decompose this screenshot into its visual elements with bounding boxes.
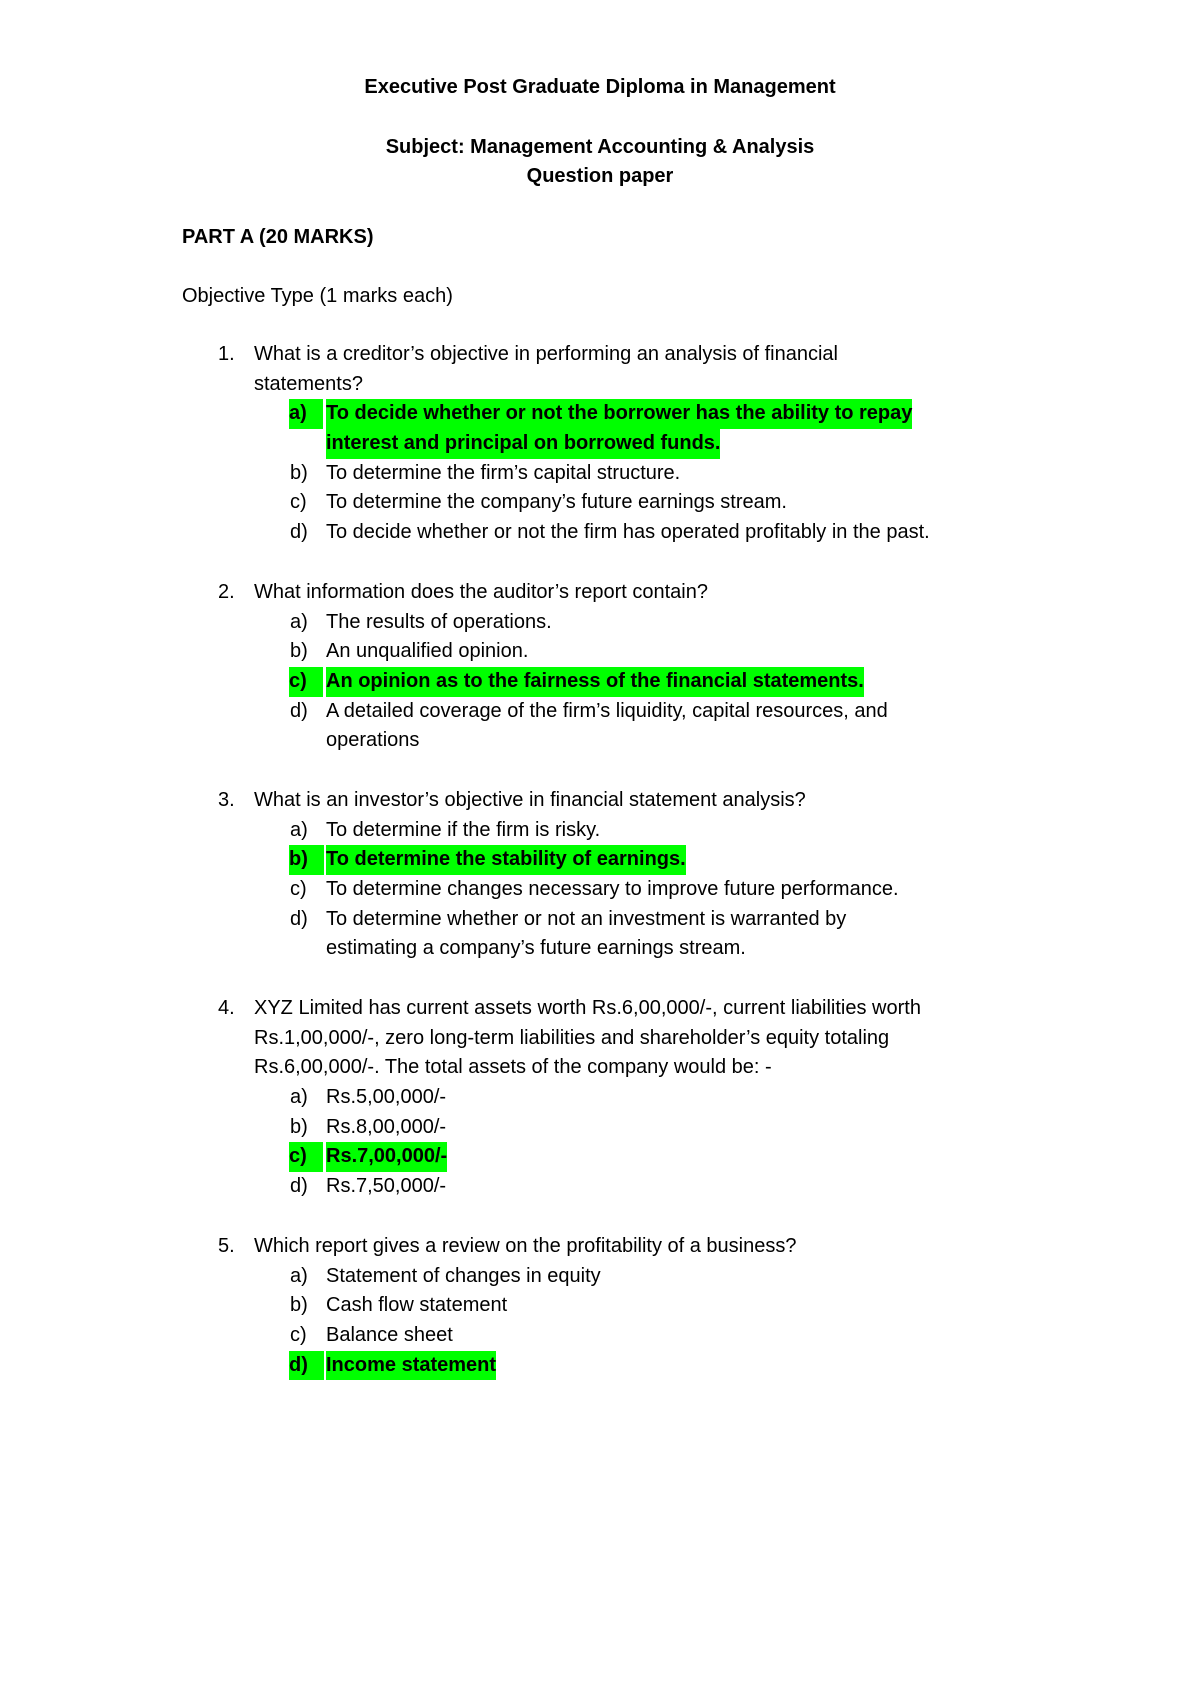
option-letter: d) [289, 1351, 324, 1381]
option-c [0, 488, 1200, 518]
option-text: To decide whether or not the borrower has the ability to repay [326, 399, 912, 429]
option-text: estimating a company’s future earnings stream. [326, 937, 746, 960]
option-letter: b) [289, 845, 324, 875]
option-b [0, 637, 1200, 667]
question-4 [0, 994, 1200, 1202]
option-text: To decide whether or not the firm has operated profitably in the past. [326, 521, 930, 544]
option-a [0, 608, 1200, 638]
option-text: Rs.7,50,000/- [326, 1175, 447, 1198]
option-text: Income statement [326, 1351, 496, 1381]
question-text: Which report gives a review on the profitability of a business? [254, 1235, 797, 1257]
question-1 [0, 340, 1200, 548]
question-line [0, 370, 1200, 400]
question-line [0, 340, 1200, 370]
option-text: Rs.7,00,000/- [326, 1142, 447, 1172]
option-text: To determine the company’s future earnings stream. [326, 491, 787, 514]
option-c [0, 875, 1200, 905]
question-number: 4. [218, 997, 235, 1019]
question-text: Rs.1,00,000/-, zero long-term liabilities and shareholder’s equity totaling [254, 1026, 890, 1049]
option-letter: b) [290, 461, 308, 484]
question-line [0, 1053, 1200, 1083]
option-letter: c) [289, 667, 323, 697]
option-a-correct [0, 399, 1200, 429]
option-d [0, 1172, 1200, 1202]
option-a [0, 1083, 1200, 1113]
question-3 [0, 786, 1200, 964]
option-letter: b) [290, 1115, 308, 1138]
option-text: Rs.5,00,000/- [326, 1086, 447, 1109]
option-letter: a) [289, 399, 323, 429]
option-a [0, 816, 1200, 846]
option-d-continuation [0, 934, 1200, 964]
question-text: statements? [254, 372, 363, 395]
option-text: Balance sheet [326, 1324, 453, 1347]
option-letter: d) [290, 699, 308, 722]
option-c-correct [0, 667, 1200, 697]
option-text: To determine the stability of earnings. [326, 845, 686, 875]
option-b [0, 459, 1200, 489]
option-text: An unqualified opinion. [326, 640, 529, 663]
option-c [0, 1321, 1200, 1351]
question-text: XYZ Limited has current assets worth Rs.6,00,000/-, current liabilities worth [254, 997, 921, 1019]
question-number: 3. [218, 789, 235, 811]
option-letter: c) [290, 1324, 307, 1347]
question-line [0, 1232, 1200, 1262]
option-text: To determine whether or not an investment is warranted by [326, 907, 847, 930]
option-text: Statement of changes in equity [326, 1264, 601, 1287]
section-title: Objective Type (1 marks each) [182, 285, 453, 307]
option-text: interest and principal on borrowed funds. [326, 429, 720, 459]
program-title: Executive Post Graduate Diploma in Management [364, 76, 836, 98]
option-c-correct [0, 1142, 1200, 1172]
option-d [0, 697, 1200, 727]
option-letter: b) [290, 640, 308, 663]
option-d-continuation [0, 726, 1200, 756]
option-letter: d) [290, 1175, 308, 1198]
question-text: What is an investor’s objective in financial statement analysis? [254, 789, 806, 811]
document-type: Question paper [526, 165, 674, 187]
option-b-correct [0, 845, 1200, 875]
option-letter: b) [290, 1294, 308, 1317]
question-number: 2. [218, 581, 235, 603]
option-text: An opinion as to the fairness of the financial statements. [326, 667, 864, 697]
question-line [0, 786, 1200, 816]
question-number: 5. [218, 1235, 235, 1257]
question-text: What is a creditor’s objective in performing an analysis of financial [254, 343, 838, 365]
option-text: operations [326, 729, 420, 752]
option-text: Cash flow statement [326, 1294, 508, 1317]
option-text: A detailed coverage of the firm’s liquidity, capital resources, and [326, 699, 888, 722]
option-letter: d) [290, 521, 308, 544]
option-letter: a) [290, 1086, 308, 1109]
option-text: Rs.8,00,000/- [326, 1115, 447, 1138]
option-a-continuation [0, 429, 1200, 459]
option-text: To determine changes necessary to improve future performance. [326, 878, 899, 901]
option-d [0, 905, 1200, 935]
option-d [0, 518, 1200, 548]
option-b [0, 1291, 1200, 1321]
option-letter: d) [290, 907, 308, 930]
part-title: PART A (20 MARKS) [182, 226, 374, 248]
question-text: Rs.6,00,000/-. The total assets of the company would be: - [254, 1056, 772, 1079]
option-letter: c) [290, 491, 307, 514]
question-2 [0, 578, 1200, 756]
question-number: 1. [218, 343, 235, 365]
question-line [0, 578, 1200, 608]
option-letter: a) [290, 1264, 308, 1287]
option-letter: c) [290, 878, 307, 901]
option-letter: a) [290, 818, 308, 841]
option-b [0, 1113, 1200, 1143]
option-text: To determine if the firm is risky. [326, 818, 601, 841]
option-letter: a) [290, 610, 308, 633]
subject-title: Subject: Management Accounting & Analysis [385, 136, 815, 158]
question-text: What information does the auditor’s report contain? [254, 581, 708, 603]
question-line [0, 1024, 1200, 1054]
option-text: The results of operations. [326, 610, 552, 633]
option-letter: c) [289, 1142, 323, 1172]
question-5 [0, 1232, 1200, 1380]
question-line [0, 994, 1200, 1024]
option-text: To determine the firm’s capital structure. [326, 461, 681, 484]
option-a [0, 1262, 1200, 1292]
option-d-correct [0, 1351, 1200, 1381]
